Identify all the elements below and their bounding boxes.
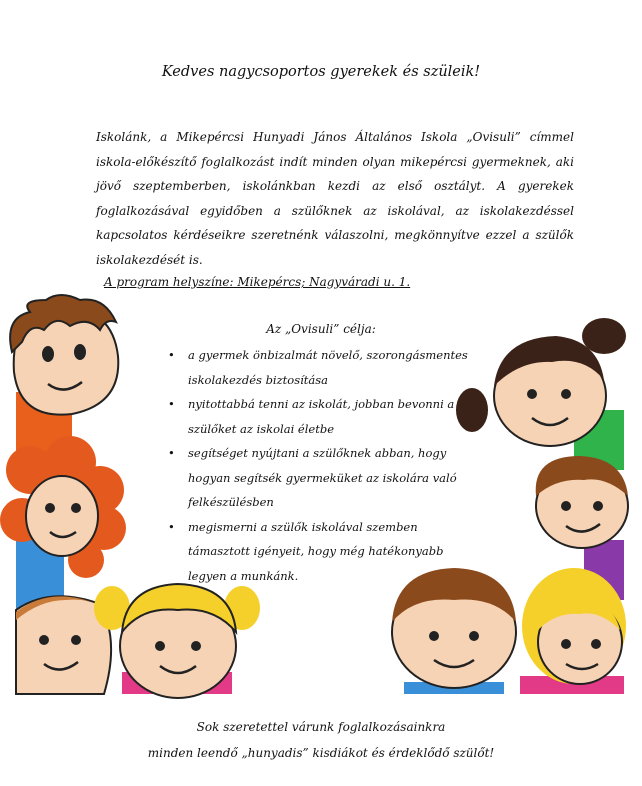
- list-item: [168, 392, 478, 441]
- goals-heading: Az „Ovisuli” célja:: [266, 322, 376, 336]
- page-title: Kedves nagycsoportos gyerekek és szüleik!: [161, 64, 481, 80]
- girl-bottom-center-illustration: [94, 584, 260, 698]
- bullet-icon: •: [168, 348, 175, 362]
- list-item: [168, 515, 478, 589]
- goal-text: segítséget nyújtani a szülőknek abban, hogy hogyan segítsék gyermeküket az iskolára való felkészülésben: [188, 446, 457, 509]
- girl-top-right-illustration: [456, 318, 626, 470]
- location-line: A program helyszíne: Mikepércs; Nagyváradi u. 1.: [104, 275, 411, 289]
- girl-bottom-right-illustration: [520, 568, 626, 694]
- list-item: [168, 343, 478, 392]
- goal-text: nyitottabbá tenni az iskolát, jobban bevonni a szülőket az iskolai életbe: [188, 397, 455, 436]
- goal-text: a gyermek önbizalmát növelő, szorongásmentes iskolakezdés biztosítása: [188, 348, 468, 387]
- bullet-icon: •: [168, 397, 175, 411]
- goals-list: [168, 343, 478, 588]
- list-item: [168, 441, 478, 515]
- bullet-icon: •: [168, 446, 175, 460]
- intro-paragraph: Iskolánk, a Mikepércsi Hunyadi János Általános Iskola „Ovisuli” címmel iskola-előkészítő foglalkozást indít minden olyan mikepércsi gyermeknek, aki jövő szeptemberben, iskolánkban kezdi az első osztályt. A gyerekek foglalkozásával egyidőben a szülőknek az iskolával, az iskolakezdéssel kapcsolatos kérdéseikre szeretnénk válaszolni, megkönnyítve ezzel a szülők iskolakezdését is.: [96, 130, 574, 267]
- goal-text: megismerni a szülők iskolával szemben támasztott igényeit, hogy még hatékonyabb legyen a munkánk.: [188, 519, 444, 583]
- footer-line-2: minden leendő „hunyadis” kisdiákot és érdeklődő szülőt!: [147, 746, 495, 760]
- footer: [0, 714, 642, 766]
- footer-line-1: Sok szeretettel várunk foglalkozásainkra: [196, 720, 446, 734]
- bullet-icon: •: [168, 519, 175, 534]
